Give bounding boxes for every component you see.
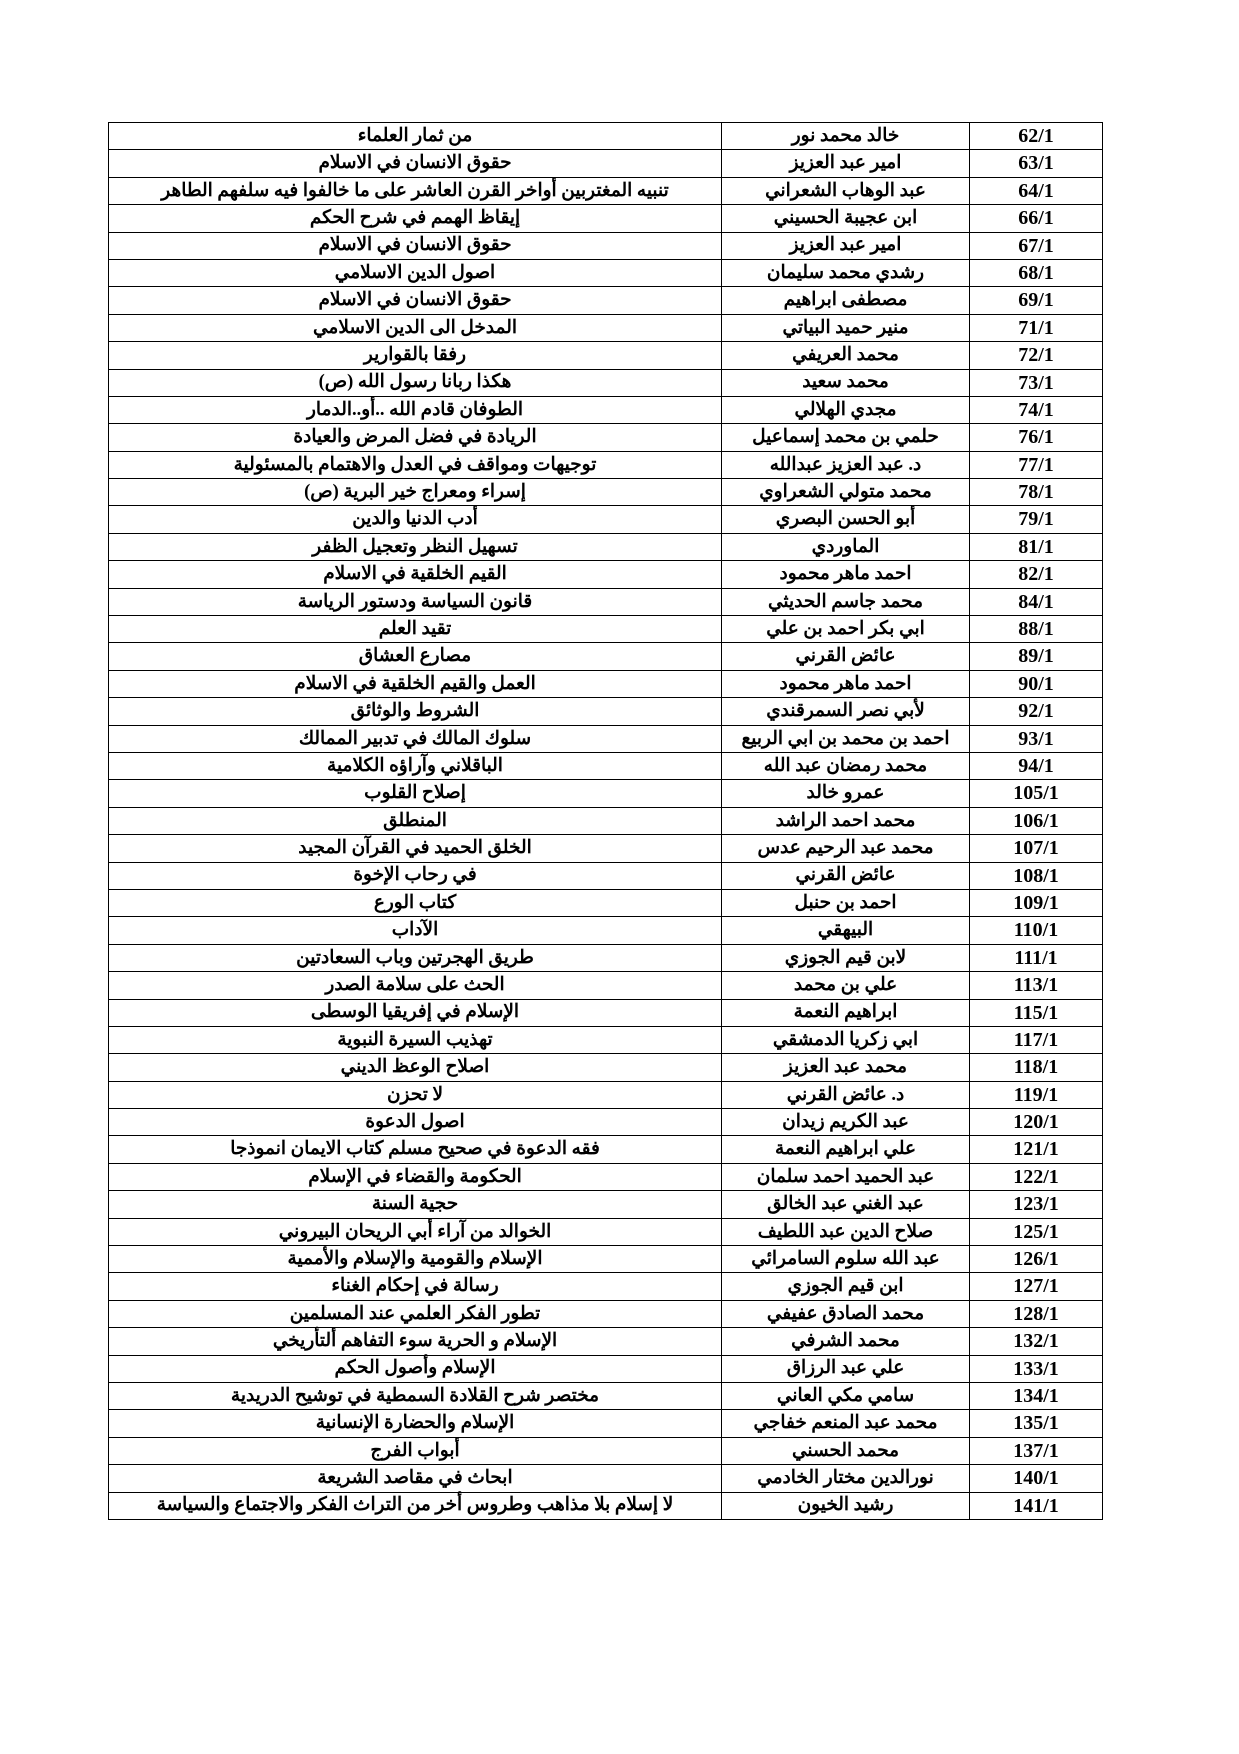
cell-title: فقه الدعوة في صحيح مسلم كتاب الايمان انموذجا (109, 1136, 722, 1163)
cell-catalog-number: 133/1 (970, 1355, 1103, 1382)
cell-title: تسهيل النظر وتعجيل الظفر (109, 533, 722, 560)
cell-title: الباقلاني وآراؤه الكلامية (109, 752, 722, 779)
table-row (109, 780, 1103, 807)
cell-author: عبد الحميد احمد سلمان (722, 1163, 970, 1190)
cell-catalog-number: 66/1 (970, 205, 1103, 232)
cell-title: رسالة في إحكام الغناء (109, 1273, 722, 1300)
cell-catalog-number: 62/1 (970, 123, 1103, 150)
cell-catalog-number: 72/1 (970, 342, 1103, 369)
table-row (109, 451, 1103, 478)
cell-author: احمد بن محمد بن ابي الربيع (722, 725, 970, 752)
table-row (109, 1437, 1103, 1464)
table-row (109, 369, 1103, 396)
cell-author: منير حميد البياتي (722, 314, 970, 341)
table-row (109, 396, 1103, 423)
cell-title: اصول الدين الاسلامي (109, 259, 722, 286)
table-row (109, 424, 1103, 451)
cell-author: عبد الله سلوم السامرائي (722, 1246, 970, 1273)
cell-author: عبد الوهاب الشعراني (722, 177, 970, 204)
cell-title: الشروط والوثائق (109, 698, 722, 725)
cell-author: محمد الصادق عفيفي (722, 1300, 970, 1327)
table-row (109, 1492, 1103, 1519)
cell-author: مصطفى ابراهيم (722, 287, 970, 314)
cell-title: مصارع العشاق (109, 643, 722, 670)
cell-title: أبواب الفرج (109, 1437, 722, 1464)
table-row (109, 150, 1103, 177)
cell-title: الإسلام في إفريقيا الوسطى (109, 999, 722, 1026)
table-row (109, 752, 1103, 779)
cell-catalog-number: 64/1 (970, 177, 1103, 204)
cell-catalog-number: 137/1 (970, 1437, 1103, 1464)
cell-catalog-number: 81/1 (970, 533, 1103, 560)
table-row (109, 944, 1103, 971)
cell-catalog-number: 118/1 (970, 1054, 1103, 1081)
cell-catalog-number: 82/1 (970, 561, 1103, 588)
cell-author: ابن عجيبة الحسيني (722, 205, 970, 232)
cell-author: محمد متولي الشعراوي (722, 479, 970, 506)
table-row (109, 1300, 1103, 1327)
cell-catalog-number: 106/1 (970, 807, 1103, 834)
cell-catalog-number: 77/1 (970, 451, 1103, 478)
cell-title: حقوق الانسان في الاسلام (109, 232, 722, 259)
cell-author: محمد عبد الرحيم عدس (722, 835, 970, 862)
cell-title: حقوق الانسان في الاسلام (109, 287, 722, 314)
cell-catalog-number: 123/1 (970, 1191, 1103, 1218)
table-row (109, 1410, 1103, 1437)
cell-author: احمد ماهر محمود (722, 561, 970, 588)
cell-author: نورالدين مختار الخادمي (722, 1465, 970, 1492)
table-row (109, 1465, 1103, 1492)
table-row (109, 205, 1103, 232)
cell-catalog-number: 113/1 (970, 972, 1103, 999)
cell-title: لا إسلام بلا مذاهب وطروس أخر من التراث الفكر والاجتماع والسياسة (109, 1492, 722, 1519)
cell-author: الماوردي (722, 533, 970, 560)
table-row (109, 506, 1103, 533)
cell-author: علي بن محمد (722, 972, 970, 999)
table-row (109, 1081, 1103, 1108)
cell-title: الحكومة والقضاء في الإسلام (109, 1163, 722, 1190)
cell-catalog-number: 74/1 (970, 396, 1103, 423)
cell-catalog-number: 110/1 (970, 917, 1103, 944)
cell-catalog-number: 117/1 (970, 1026, 1103, 1053)
cell-catalog-number: 126/1 (970, 1246, 1103, 1273)
cell-title: مختصر شرح القلادة السمطية في توشيح الدريدية (109, 1382, 722, 1409)
cell-catalog-number: 68/1 (970, 259, 1103, 286)
cell-author: البيهقي (722, 917, 970, 944)
table-row (109, 1026, 1103, 1053)
cell-author: د. عائض القرني (722, 1081, 970, 1108)
cell-author: مجدي الهلالي (722, 396, 970, 423)
table-row (109, 643, 1103, 670)
cell-author: محمد الحسني (722, 1437, 970, 1464)
cell-title: اصول الدعوة (109, 1109, 722, 1136)
book-catalog-table (108, 122, 1103, 1520)
cell-author: رشدي محمد سليمان (722, 259, 970, 286)
cell-catalog-number: 105/1 (970, 780, 1103, 807)
cell-title: تهذيب السيرة النبوية (109, 1026, 722, 1053)
cell-title: رفقا بالقوارير (109, 342, 722, 369)
cell-catalog-number: 140/1 (970, 1465, 1103, 1492)
table-row (109, 1191, 1103, 1218)
cell-title: سلوك المالك في تدبير الممالك (109, 725, 722, 752)
cell-author: خالد محمد نور (722, 123, 970, 150)
cell-catalog-number: 84/1 (970, 588, 1103, 615)
cell-title: تطور الفكر العلمي عند المسلمين (109, 1300, 722, 1327)
cell-author: علي عبد الرزاق (722, 1355, 970, 1382)
table-row (109, 314, 1103, 341)
cell-catalog-number: 94/1 (970, 752, 1103, 779)
table-row (109, 1054, 1103, 1081)
table-row (109, 1109, 1103, 1136)
table-row (109, 287, 1103, 314)
table-row (109, 1163, 1103, 1190)
table-row (109, 1355, 1103, 1382)
cell-author: عمرو خالد (722, 780, 970, 807)
cell-catalog-number: 120/1 (970, 1109, 1103, 1136)
cell-title: إيقاظ الهمم في شرح الحكم (109, 205, 722, 232)
table-row (109, 259, 1103, 286)
cell-title: اصلاح الوعظ الديني (109, 1054, 722, 1081)
cell-catalog-number: 88/1 (970, 616, 1103, 643)
table-row (109, 835, 1103, 862)
cell-author: احمد ماهر محمود (722, 670, 970, 697)
table-row (109, 123, 1103, 150)
cell-title: توجيهات ومواقف في العدل والاهتمام بالمسئولية (109, 451, 722, 478)
cell-title: إصلاح القلوب (109, 780, 722, 807)
cell-title: المنطلق (109, 807, 722, 834)
table-row (109, 917, 1103, 944)
cell-author: ابي زكريا الدمشقي (722, 1026, 970, 1053)
cell-catalog-number: 78/1 (970, 479, 1103, 506)
cell-catalog-number: 121/1 (970, 1136, 1103, 1163)
cell-title: الآداب (109, 917, 722, 944)
cell-title: هكذا ربانا رسول الله (ص) (109, 369, 722, 396)
table-row (109, 533, 1103, 560)
cell-title: كتاب الورع (109, 889, 722, 916)
cell-title: تقيد العلم (109, 616, 722, 643)
cell-catalog-number: 73/1 (970, 369, 1103, 396)
cell-catalog-number: 67/1 (970, 232, 1103, 259)
cell-author: محمد عبد العزيز (722, 1054, 970, 1081)
cell-catalog-number: 79/1 (970, 506, 1103, 533)
cell-author: عبد الغني عبد الخالق (722, 1191, 970, 1218)
table-row (109, 862, 1103, 889)
cell-author: محمد سعيد (722, 369, 970, 396)
cell-title: قانون السياسة ودستور الرياسة (109, 588, 722, 615)
cell-author: أبو الحسن البصري (722, 506, 970, 533)
cell-catalog-number: 134/1 (970, 1382, 1103, 1409)
cell-title: الخوالد من آراء أبي الريحان البيروني (109, 1218, 722, 1245)
cell-catalog-number: 128/1 (970, 1300, 1103, 1327)
table-row (109, 999, 1103, 1026)
cell-author: احمد بن حنبل (722, 889, 970, 916)
cell-author: محمد العريفي (722, 342, 970, 369)
table-row (109, 616, 1103, 643)
cell-author: امير عبد العزيز (722, 232, 970, 259)
cell-author: عائض القرني (722, 643, 970, 670)
cell-title: الريادة في فضل المرض والعيادة (109, 424, 722, 451)
cell-catalog-number: 115/1 (970, 999, 1103, 1026)
cell-title: تنبيه المغتربين أواخر القرن العاشر على ما خالفوا فيه سلفهم الطاهر (109, 177, 722, 204)
cell-title: الخلق الحميد في القرآن المجيد (109, 835, 722, 862)
cell-title: الإسلام وأصول الحكم (109, 1355, 722, 1382)
cell-catalog-number: 90/1 (970, 670, 1103, 697)
cell-title: في رحاب الإخوة (109, 862, 722, 889)
cell-catalog-number: 71/1 (970, 314, 1103, 341)
cell-catalog-number: 89/1 (970, 643, 1103, 670)
cell-title: الإسلام والقومية والإسلام والأممية (109, 1246, 722, 1273)
cell-author: ابراهيم النعمة (722, 999, 970, 1026)
cell-catalog-number: 135/1 (970, 1410, 1103, 1437)
cell-title: الإسلام والحضارة الإنسانية (109, 1410, 722, 1437)
table-row (109, 698, 1103, 725)
cell-author: عبد الكريم زيدان (722, 1109, 970, 1136)
cell-catalog-number: 93/1 (970, 725, 1103, 752)
table-row (109, 1382, 1103, 1409)
cell-catalog-number: 109/1 (970, 889, 1103, 916)
cell-catalog-number: 119/1 (970, 1081, 1103, 1108)
cell-catalog-number: 107/1 (970, 835, 1103, 862)
cell-author: رشيد الخيون (722, 1492, 970, 1519)
cell-title: طريق الهجرتين وباب السعادتين (109, 944, 722, 971)
cell-catalog-number: 111/1 (970, 944, 1103, 971)
cell-title: ابحاث في مقاصد الشريعة (109, 1465, 722, 1492)
cell-catalog-number: 125/1 (970, 1218, 1103, 1245)
cell-author: محمد رمضان عبد الله (722, 752, 970, 779)
table-row (109, 1218, 1103, 1245)
cell-author: حلمي بن محمد إسماعيل (722, 424, 970, 451)
cell-author: ابي بكر احمد بن علي (722, 616, 970, 643)
cell-catalog-number: 108/1 (970, 862, 1103, 889)
table-row (109, 1246, 1103, 1273)
cell-title: حقوق الانسان في الاسلام (109, 150, 722, 177)
table-row (109, 807, 1103, 834)
cell-catalog-number: 127/1 (970, 1273, 1103, 1300)
cell-title: القيم الخلقية في الاسلام (109, 561, 722, 588)
table-body (109, 123, 1103, 1520)
cell-catalog-number: 92/1 (970, 698, 1103, 725)
table-row (109, 232, 1103, 259)
table-row (109, 670, 1103, 697)
table-row (109, 342, 1103, 369)
cell-title: الإسلام و الحرية سوء التفاهم ألتأريخي (109, 1328, 722, 1355)
cell-author: محمد جاسم الحديثي (722, 588, 970, 615)
table-row (109, 561, 1103, 588)
cell-author: لأبي نصر السمرقندي (722, 698, 970, 725)
cell-author: محمد احمد الراشد (722, 807, 970, 834)
table-row (109, 588, 1103, 615)
cell-title: حجية السنة (109, 1191, 722, 1218)
table-row (109, 889, 1103, 916)
cell-title: الطوفان قادم الله ..أو..الدمار (109, 396, 722, 423)
cell-catalog-number: 76/1 (970, 424, 1103, 451)
cell-author: صلاح الدين عبد اللطيف (722, 1218, 970, 1245)
cell-author: لابن قيم الجوزي (722, 944, 970, 971)
cell-title: العمل والقيم الخلقية في الاسلام (109, 670, 722, 697)
cell-title: من ثمار العلماء (109, 123, 722, 150)
cell-catalog-number: 63/1 (970, 150, 1103, 177)
table-row (109, 725, 1103, 752)
cell-catalog-number: 141/1 (970, 1492, 1103, 1519)
cell-author: محمد الشرفي (722, 1328, 970, 1355)
table-row (109, 1136, 1103, 1163)
cell-title: إسراء ومعراج خير البرية (ص) (109, 479, 722, 506)
table-row (109, 177, 1103, 204)
cell-author: د. عبد العزيز عبدالله (722, 451, 970, 478)
cell-catalog-number: 69/1 (970, 287, 1103, 314)
cell-title: لا تحزن (109, 1081, 722, 1108)
cell-author: عائض القرني (722, 862, 970, 889)
cell-author: محمد عبد المنعم خفاجي (722, 1410, 970, 1437)
cell-author: امير عبد العزيز (722, 150, 970, 177)
cell-catalog-number: 122/1 (970, 1163, 1103, 1190)
table-row (109, 972, 1103, 999)
cell-title: الحث على سلامة الصدر (109, 972, 722, 999)
table-row (109, 1328, 1103, 1355)
table-row (109, 1273, 1103, 1300)
cell-author: ابن قيم الجوزي (722, 1273, 970, 1300)
table-row (109, 479, 1103, 506)
cell-catalog-number: 132/1 (970, 1328, 1103, 1355)
cell-title: أدب الدنيا والدين (109, 506, 722, 533)
cell-title: المدخل الى الدين الاسلامي (109, 314, 722, 341)
cell-author: سامي مكي العاني (722, 1382, 970, 1409)
cell-author: علي ابراهيم النعمة (722, 1136, 970, 1163)
